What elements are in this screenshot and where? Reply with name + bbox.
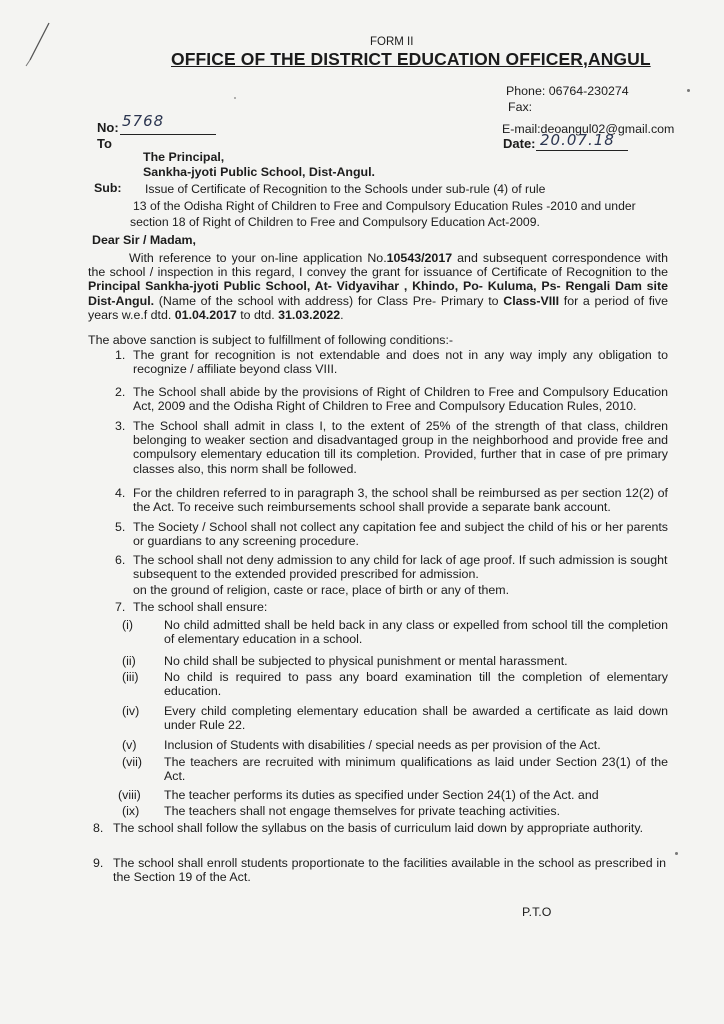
date-label: Date: (503, 136, 536, 151)
scan-dot (675, 852, 678, 855)
form-label: FORM II (370, 36, 414, 48)
ref-no-value: 5768 (122, 112, 165, 130)
fax-text: Fax: (508, 100, 533, 114)
sub-condition-number: (i) (122, 618, 134, 632)
body-text-f: . (340, 307, 344, 322)
application-number: 10543/2017 (386, 251, 453, 265)
condition-number: 2. (115, 385, 126, 399)
body-text-b: and subsequent correspondence with the school / inspection in this regard, I convey the grant for issuance of Certificate of Recognition to the (88, 251, 668, 280)
ref-no-underline (120, 134, 216, 135)
addressee-line1: The Principal, (143, 150, 225, 164)
condition-text: The Society / School shall not collect any capitation fee and subject the child of his or her parents or guardians to any screening procedure. (133, 520, 668, 549)
body-text-a: With reference to your on-line application No. (129, 251, 387, 265)
condition-number: 5. (115, 520, 126, 534)
phone-text: Phone: 06764-230274 (506, 84, 629, 98)
condition-number: 6. (115, 553, 126, 567)
condition-number: 7. (115, 600, 126, 614)
valid-to-date: 31.03.2022 (278, 307, 341, 322)
sub-condition-number: (iv) (122, 704, 140, 718)
sub-condition-number: (viii) (118, 788, 141, 802)
sub-condition-number: (iii) (122, 670, 139, 684)
sub-condition-text: Inclusion of Students with disabilities / special needs as per provision of the Act. (164, 738, 601, 752)
pen-stroke-mark (22, 20, 52, 70)
pto-note: P.T.O (522, 905, 552, 919)
condition-number: 1. (115, 348, 126, 362)
salutation: Dear Sir / Madam, (92, 233, 196, 247)
office-title: OFFICE OF THE DISTRICT EDUCATION OFFICER,ANGUL (171, 49, 651, 69)
condition-text: The School shall abide by the provisions of Right of Children to Free and Compulsory Education Act, 2009 and the Odisha Right of Children to Free and Compulsory Education Rules, 2010. (133, 385, 668, 414)
date-underline (536, 150, 628, 151)
class-range: Class-VIII (503, 293, 560, 308)
condition-text: The school shall ensure: (133, 600, 268, 614)
condition-number: 3. (115, 419, 126, 433)
condition-text: The School shall admit in class I, to the extent of 25% of the strength of that class, children belonging to weaker section and disadvantaged group in the neighborhood and provide free and compulsory elementary education till its completion. Provided, further that in case of pre primary classes also, this norm shall be followed. (133, 419, 668, 476)
sub-condition-text: No child shall be subjected to physical punishment or mental harassment. (164, 654, 568, 668)
body-text-c: (Name of the school with address) for Class Pre- Primary to (154, 293, 504, 308)
sub-condition-text: The teachers shall not engage themselves for private teaching activities. (164, 804, 561, 818)
condition-number: 9. (93, 856, 104, 870)
addressee-line2: Sankha-jyoti Public School, Dist-Angul. (143, 165, 375, 179)
sub-condition-text: Every child completing elementary education shall be awarded a certificate as laid down under Rule 22. (164, 704, 668, 733)
body-text-e: to dtd. (236, 307, 279, 322)
condition-text: The school shall enroll students proportionate to the facilities available in the school as prescribed in the Section 19 of the Act. (113, 856, 666, 885)
sub-condition-text: The teacher performs its duties as specified under Section 24(1) of the Act. and (164, 788, 599, 802)
sub-condition-text: No child is required to pass any board examination till the completion of elementary education. (164, 670, 668, 699)
sub-condition-number: (ix) (122, 804, 140, 818)
school-name-address: Principal Sankha-jyoti Public School, At- Vidyavihar , Khindo, Po- Kuluma, Ps- Rengali Dam site Dist-Angul. (88, 279, 668, 308)
body-text-d: for a period of five years w.e.f dtd. (88, 293, 669, 322)
sub-condition-number: (v) (122, 738, 137, 752)
sub-condition-text: No child admitted shall be held back in any class or expelled from school till the completion of elementary education in a school. (164, 618, 668, 647)
valid-from-date: 01.04.2017 (174, 307, 237, 322)
subject-line2: 13 of the Odisha Right of Children to Free and Compulsory Education Rules -2010 and under (133, 199, 636, 213)
body-paragraph (88, 251, 668, 322)
condition-text: The school shall not deny admission to any child for lack of age proof. If such admission is sought subsequent to the extended provided prescribed for admission. (133, 553, 668, 582)
ref-no-label: No: (97, 120, 119, 135)
condition-number: 4. (115, 486, 126, 500)
scan-dot (234, 97, 236, 99)
conditions-intro: The above sanction is subject to fulfillment of following conditions:- (88, 333, 454, 347)
condition-text: on the ground of religion, caste or race, place of birth or any of them. (133, 583, 510, 597)
email-text: E-mail:deoangul02@gmail.com (502, 122, 675, 136)
sub-condition-number: (ii) (122, 654, 136, 668)
to-label: To (97, 136, 112, 151)
condition-number: 8. (93, 821, 104, 835)
date-value: 20.07.18 (540, 131, 615, 149)
condition-text: For the children referred to in paragraph 3, the school shall be reimbursed as per section 12(2) of the Act. To receive such reimbursements school shall provide a separate bank account. (133, 486, 668, 515)
subject-label: Sub: (94, 181, 122, 195)
sub-condition-text: The teachers are recruited with minimum qualifications as laid under Section 23(1) of the Act. (164, 755, 668, 784)
condition-text: The school shall follow the syllabus on the basis of curriculum laid down by appropriate authority. (113, 821, 644, 835)
condition-text: The grant for recognition is not extendable and does not in any way imply any obligation to recognize / affiliate beyond class VIII. (133, 348, 668, 377)
sub-condition-number: (vii) (122, 755, 142, 769)
subject-line3: section 18 of Right of Children to Free and Compulsory Education Act-2009. (130, 215, 540, 229)
scan-dot (687, 89, 690, 92)
subject-line1: Issue of Certificate of Recognition to the Schools under sub-rule (4) of rule (145, 182, 546, 196)
